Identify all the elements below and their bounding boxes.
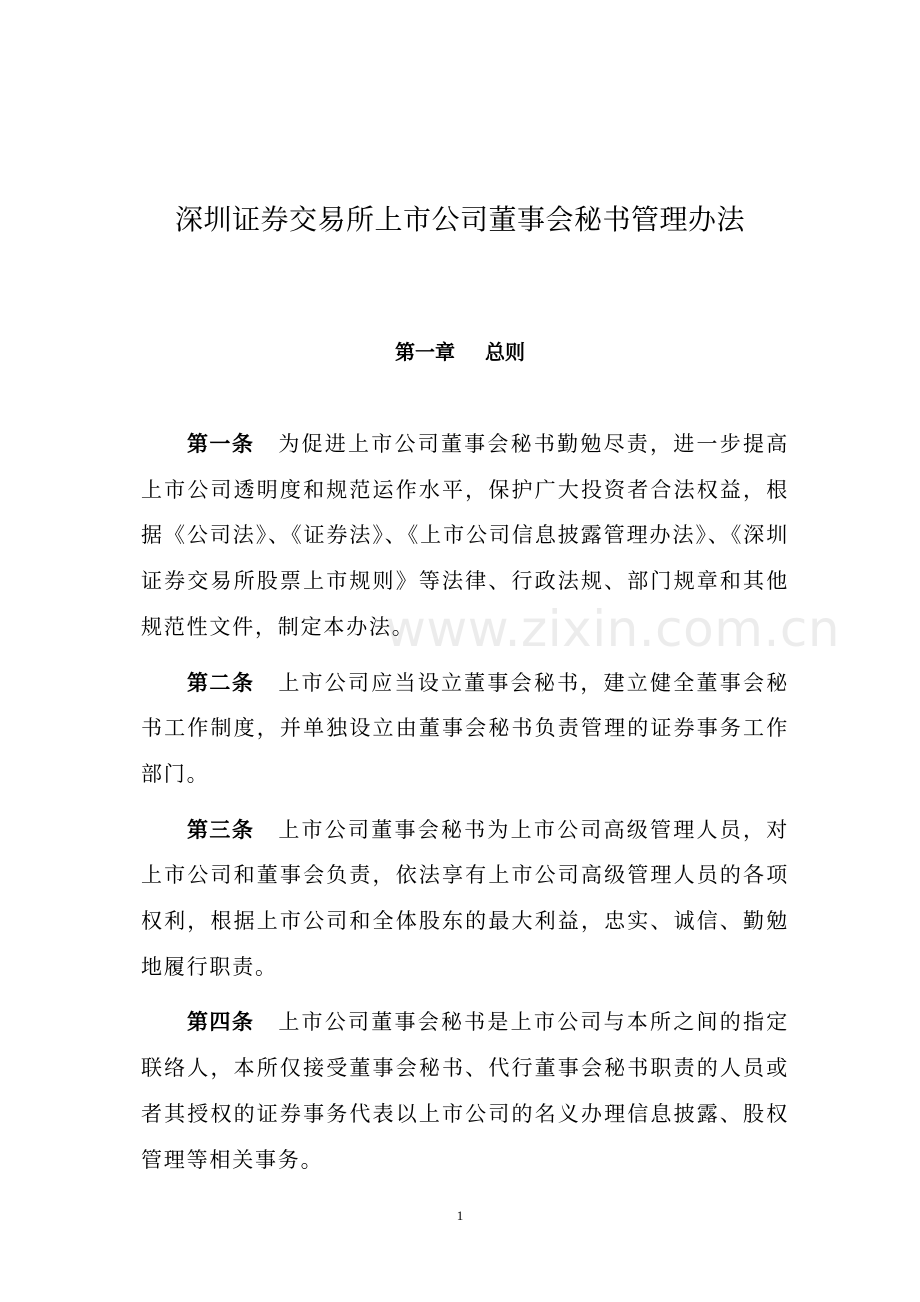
article-label: 第四条	[187, 1010, 255, 1035]
article-text: 上市公司应当设立董事会秘书，建立健全董事会秘书工作制度，并单独设立由董事会秘书负责管理的证券事务工作部门。	[141, 670, 790, 786]
chapter-number: 第一章	[395, 340, 455, 364]
article-text: 上市公司董事会秘书是上市公司与本所之间的指定联络人，本所仅接受董事会秘书、代行董事会秘书职责的人员或者其授权的证券事务代表以上市公司的名义办理信息披露、股权管理等相关事务。	[141, 1010, 790, 1172]
article-1	[141, 422, 789, 651]
article-3	[141, 808, 789, 991]
article-text: 为促进上市公司董事会秘书勤勉尽责，进一步提高上市公司透明度和规范运作水平，保护广大投资者合法权益，根据《公司法》、《证券法》、《上市公司信息披露管理办法》、《深圳证券交易所股票上市规则》等法律、行政法规、部门规章和其他规范性文件，制定本办法。	[141, 432, 790, 639]
chapter-name: 总则	[485, 340, 525, 364]
article-2	[141, 661, 789, 798]
article-label: 第三条	[187, 817, 255, 842]
document-body	[141, 422, 789, 1193]
watermark: www.zixin.com.cn	[385, 600, 841, 658]
article-label: 第一条	[187, 432, 255, 456]
page-number: 1	[456, 1208, 464, 1223]
chapter-heading	[0, 334, 920, 370]
article-text: 上市公司董事会秘书为上市公司高级管理人员，对上市公司和董事会负责，依法享有上市公司高级管理人员的各项权利，根据上市公司和全体股东的最大利益，忠实、诚信、勤勉地履行职责。	[141, 817, 790, 979]
article-label: 第二条	[187, 670, 255, 695]
article-4	[141, 1000, 789, 1183]
document-title: 深圳证券交易所上市公司董事会秘书管理办法	[174, 203, 745, 236]
